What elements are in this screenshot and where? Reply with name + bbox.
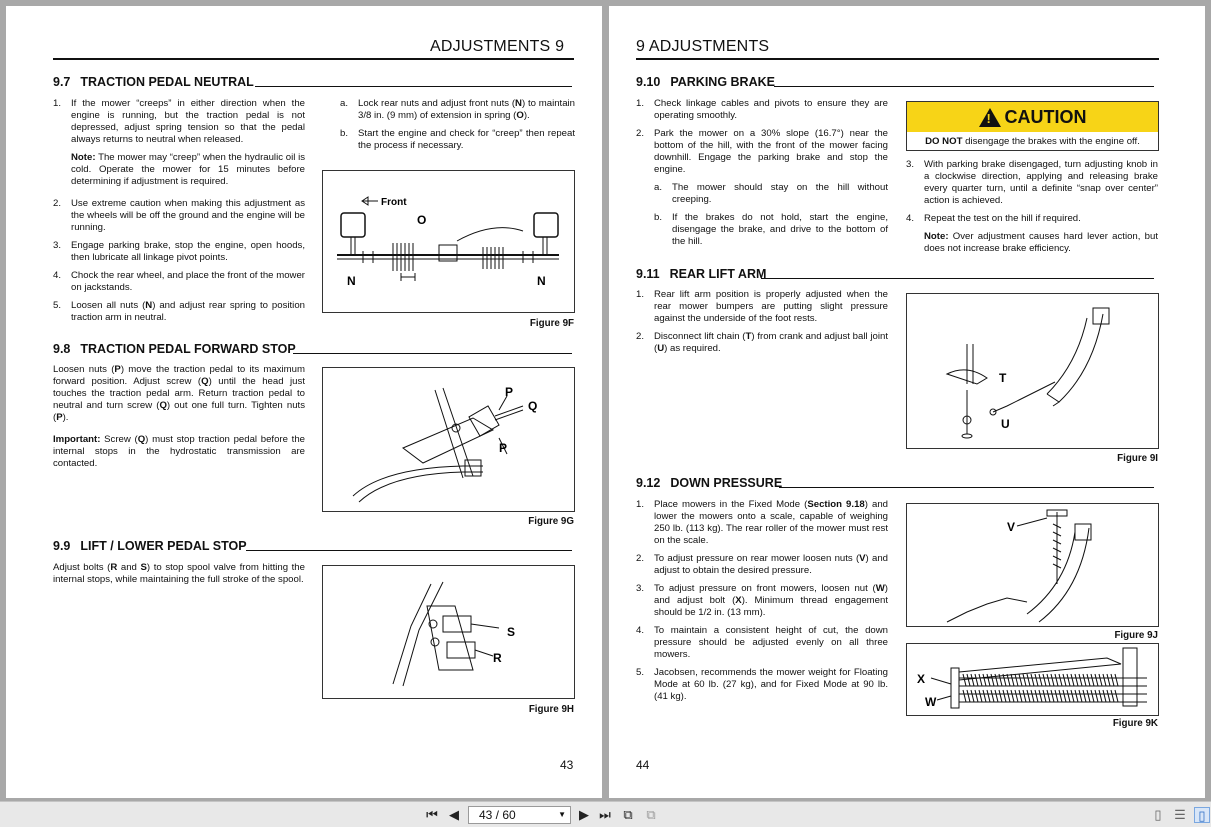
spring-coil	[971, 690, 974, 702]
spring-coil	[1091, 674, 1094, 686]
spring-coil	[1059, 674, 1062, 686]
linkage-illustration	[323, 171, 574, 312]
list-item: 5. Loosen all nuts (N) and adjust rear spring to position traction arm in neutral.	[53, 300, 305, 323]
spring-coil	[1063, 674, 1066, 686]
spring-coil	[1007, 690, 1010, 702]
list-item: a. The mower should stay on the hill without creeping.	[654, 182, 888, 205]
spring-coil	[999, 690, 1002, 702]
figure-9j	[906, 503, 1159, 627]
spring-coil	[1115, 690, 1118, 702]
spring-coil	[1039, 674, 1042, 686]
spring-coil	[1083, 674, 1086, 686]
list-item: 4. To maintain a consistent height of cut, the down pressure should be adjusted evenly on all three mowers.	[636, 625, 888, 660]
heading-rule	[255, 86, 572, 87]
spring-coil	[1103, 690, 1106, 702]
spring-coil	[1035, 690, 1038, 702]
list-item: b. Start the engine and check for “creep” then repeat the process if necessary.	[340, 128, 575, 151]
copy-icon[interactable]: ⧉	[646, 807, 656, 822]
spring-coil	[983, 674, 986, 686]
svg-text:O: O	[417, 213, 427, 227]
spring-coil	[967, 674, 970, 686]
section-9-12-steps	[636, 499, 888, 709]
section-9-10-steps-continued	[906, 159, 1158, 261]
down-pressure-rear-illustration	[907, 504, 1158, 626]
spring-coil	[991, 690, 994, 702]
spring-coil	[1035, 674, 1038, 686]
heading-rule	[293, 353, 572, 354]
figure-caption: Figure 9G	[528, 516, 574, 527]
list-item: 1. Rear lift arm position is properly adjusted when the rear mower bumpers are putting slight pressure against the underside of the foot rests.	[636, 289, 888, 324]
spring-coil	[967, 690, 970, 702]
two-page-view-icon[interactable]: ▯	[1194, 807, 1210, 823]
list-item: 2. Use extreme caution when making this adjustment as the wheels will be off the ground and the engine will be running.	[53, 198, 305, 233]
list-item: 2. Park the mower on a 30% slope (16.7°) near the bottom of the hill, with the front of the mower facing downhill. Engage the parking brake and stop the engine.	[636, 128, 888, 175]
rotate-icon[interactable]: ⧉	[623, 807, 633, 822]
section-heading-9-8: 9.8 TRACTION PEDAL FORWARD STOP	[53, 342, 296, 356]
spring-coil	[987, 690, 990, 702]
spring-coil	[1079, 674, 1082, 686]
svg-text:Front: Front	[381, 197, 407, 208]
caution-text: DO NOT disengage the brakes with the engine off.	[925, 136, 1140, 147]
lift-arm-illustration	[907, 294, 1158, 448]
spring-coil	[975, 674, 978, 686]
last-page-icon[interactable]: ⏭	[599, 807, 611, 822]
running-header: ADJUSTMENTS 9	[430, 38, 565, 55]
viewer-toolbar	[0, 801, 1211, 827]
spring-coil	[1087, 690, 1090, 702]
section-9-7-substeps	[340, 98, 575, 158]
chevron-down-icon: ▼	[558, 810, 566, 819]
spring-coil	[1055, 690, 1058, 702]
down-pressure-front-illustration	[907, 644, 1158, 715]
running-header: 9 ADJUSTMENTS	[636, 38, 770, 55]
list-item: 3. With parking brake disengaged, turn adjusting knob in a clockwise direction, applying and releasing brake every quarter turn, until a definite “snap over center” action is achieved.	[906, 159, 1158, 206]
page-selector[interactable]: 43 / 60 ▼	[468, 806, 571, 824]
spring-coil	[1047, 674, 1050, 686]
spring-coil	[1003, 690, 1006, 702]
spring-coil	[1067, 674, 1070, 686]
spring-coil	[1047, 690, 1050, 702]
spring-coil	[1031, 674, 1034, 686]
prev-page-icon[interactable]: ◀	[449, 807, 459, 822]
spring-coil	[1083, 690, 1086, 702]
svg-text:X: X	[917, 672, 926, 686]
first-page-icon[interactable]: ⏮	[426, 807, 438, 822]
section-9-7-steps	[53, 98, 305, 330]
spring-coil	[1023, 690, 1026, 702]
list-item: 3. To adjust pressure on front mowers, loosen nut (W) and adjust bolt (X). Minimum thread engagement should be 1/2 in. (13 mm).	[636, 583, 888, 618]
figure-9f	[322, 170, 575, 313]
spring-coil	[1007, 674, 1010, 686]
spring-coil	[1027, 690, 1030, 702]
list-item: 1. If the mower “creeps” in either direction when the engine is running, but the traction pedal is not depressed, adjust spring tension so that the pedal always returns to neutral when released.	[53, 98, 305, 145]
spring-coil	[1091, 690, 1094, 702]
spring-coil	[979, 674, 982, 686]
section-heading-9-10: 9.10 PARKING BRAKE	[636, 75, 775, 89]
list-item: 4. Chock the rear wheel, and place the front of the mower on jackstands.	[53, 270, 305, 293]
spring-coil	[979, 690, 982, 702]
spring-coil	[1051, 690, 1054, 702]
svg-text:P: P	[505, 385, 514, 399]
figure-9h	[322, 565, 575, 699]
figure-9i	[906, 293, 1159, 449]
document-page-right	[609, 6, 1205, 798]
svg-text:P: P	[499, 441, 508, 455]
header-rule	[636, 58, 1159, 60]
spring-coil	[1019, 674, 1022, 686]
list-item: 4. Repeat the test on the hill if required.	[906, 213, 1081, 224]
svg-text:N: N	[347, 274, 356, 288]
continuous-view-icon[interactable]: ☰	[1174, 807, 1186, 822]
heading-rule	[246, 550, 572, 551]
spring-coil	[1075, 674, 1078, 686]
caution-box	[906, 101, 1159, 151]
heading-rule	[774, 86, 1154, 87]
pedal-stop-bolts-illustration	[323, 566, 574, 698]
section-heading-9-9: 9.9 LIFT / LOWER PEDAL STOP	[53, 539, 247, 553]
next-page-icon[interactable]: ▶	[579, 807, 589, 822]
spring-coil	[1063, 690, 1066, 702]
figure-caption: Figure 9H	[528, 704, 574, 715]
spring-coil	[1023, 674, 1026, 686]
spring-coil	[1043, 690, 1046, 702]
spring-coil	[1099, 674, 1102, 686]
heading-rule	[779, 487, 1154, 488]
list-item: 2. To adjust pressure on rear mower loosen nuts (V) and adjust to obtain the desired pressure.	[636, 553, 888, 576]
svg-text:N: N	[537, 274, 546, 288]
svg-text:V: V	[1007, 520, 1016, 534]
spring-coil	[1043, 674, 1046, 686]
page-number: 43	[560, 758, 574, 772]
spring-coil	[1087, 674, 1090, 686]
heading-rule	[761, 278, 1154, 279]
section-heading-9-12: 9.12 DOWN PRESSURE	[636, 476, 783, 490]
svg-text:S: S	[507, 625, 516, 639]
spring-coil	[1103, 674, 1106, 686]
spring-coil	[983, 690, 986, 702]
svg-text:T: T	[999, 371, 1007, 385]
spring-coil	[1015, 674, 1018, 686]
section-9-8-text: Loosen nuts (P) move the traction pedal to its maximum forward position. Adjust screw (Q) until the head just touches the traction pedal arm. Return traction pedal to neutral and turn screw (Q) out one full turn. Tighten nuts (P). Important: Screw (Q) must stop traction pedal before the internal stops in the hydrostatic transmission are contacted.	[53, 364, 305, 469]
figure-9g	[322, 367, 575, 512]
spring-coil	[1107, 690, 1110, 702]
spring-coil	[1011, 674, 1014, 686]
svg-text:R: R	[493, 651, 502, 665]
caution-header: ! CAUTION	[907, 102, 1158, 132]
spring-coil	[1095, 674, 1098, 686]
spring-coil	[1071, 690, 1074, 702]
spring-coil	[1031, 690, 1034, 702]
svg-text:W: W	[925, 695, 937, 709]
spring-coil	[1115, 674, 1118, 686]
spring-coil	[1095, 690, 1098, 702]
spring-coil	[1071, 674, 1074, 686]
warning-triangle-icon	[979, 108, 1001, 127]
spring-coil	[963, 690, 966, 702]
spring-coil	[1059, 690, 1062, 702]
spring-coil	[991, 674, 994, 686]
figure-caption: Figure 9I	[1117, 453, 1158, 464]
section-heading-9-11: 9.11 REAR LIFT ARM	[636, 267, 767, 281]
spring-coil	[1075, 690, 1078, 702]
section-9-9-text: Adjust bolts (R and S) to stop spool valve from hitting the internal stops, while maintaining the full stroke of the spool.	[53, 562, 305, 585]
pedal-stop-illustration	[323, 368, 574, 511]
spring-coil	[1111, 674, 1114, 686]
spring-coil	[1111, 690, 1114, 702]
spring-coil	[1051, 674, 1054, 686]
spring-coil	[1019, 690, 1022, 702]
list-item: 5. Jacobsen, recommends the mower weight for Floating Mode at 60 lb. (27 kg), and for Fixed Mode at 90 lb. (41 kg).	[636, 667, 888, 702]
list-item: 1. Place mowers in the Fixed Mode (Section 9.18) and lower the mowers onto a scale, capable of weighing 250 lb. (113 kg). The rear roller of the mower must rest on the scale.	[636, 499, 889, 546]
list-item: a. Lock rear nuts and adjust front nuts (N) to maintain 3/8 in. (9 mm) of extension in spring (O).	[340, 98, 575, 121]
list-item: b. If the brakes do not hold, start the engine, disengage the brake, and drive to the bottom of the hill.	[654, 212, 888, 247]
note: Note: Over adjustment causes hard lever action, but does not increase brake efficiency.	[924, 231, 1158, 254]
spring-coil	[1067, 690, 1070, 702]
spring-coil	[1039, 690, 1042, 702]
figure-9k	[906, 643, 1159, 716]
figure-caption: Figure 9J	[1114, 630, 1158, 641]
note: Note: The mower may “creep” when the hydraulic oil is cold. Operate the mower for 15 minutes before determining if adjustment is required.	[71, 152, 305, 187]
svg-text:U: U	[1001, 417, 1010, 431]
list-item: 2. Disconnect lift chain (T) from crank and adjust ball joint (U) as required.	[636, 331, 888, 354]
spring-coil	[975, 690, 978, 702]
spring-coil	[971, 674, 974, 686]
spring-coil	[1099, 690, 1102, 702]
section-9-10-steps	[636, 98, 888, 254]
list-item: 1. Check linkage cables and pivots to ensure they are operating smoothly.	[636, 98, 888, 121]
spring-coil	[1027, 674, 1030, 686]
spring-coil	[1015, 690, 1018, 702]
spring-coil	[1107, 674, 1110, 686]
document-page-left	[6, 6, 602, 798]
figure-caption: Figure 9K	[1112, 718, 1158, 729]
page-number: 44	[636, 758, 650, 772]
svg-text:Q: Q	[528, 399, 538, 413]
header-rule	[53, 58, 574, 60]
spring-coil	[987, 674, 990, 686]
list-item: 3. Engage parking brake, stop the engine, open hoods, then lubricate all linkage pivot points.	[53, 240, 305, 263]
section-9-11-steps	[636, 289, 888, 361]
spring-coil	[1055, 674, 1058, 686]
spring-coil	[995, 690, 998, 702]
figure-caption: Figure 9F	[529, 318, 574, 329]
spring-coil	[1079, 690, 1082, 702]
section-heading-9-7: 9.7 TRACTION PEDAL NEUTRAL	[53, 75, 254, 89]
spring-coil	[1011, 690, 1014, 702]
single-page-view-icon[interactable]: ▯	[1154, 807, 1162, 822]
